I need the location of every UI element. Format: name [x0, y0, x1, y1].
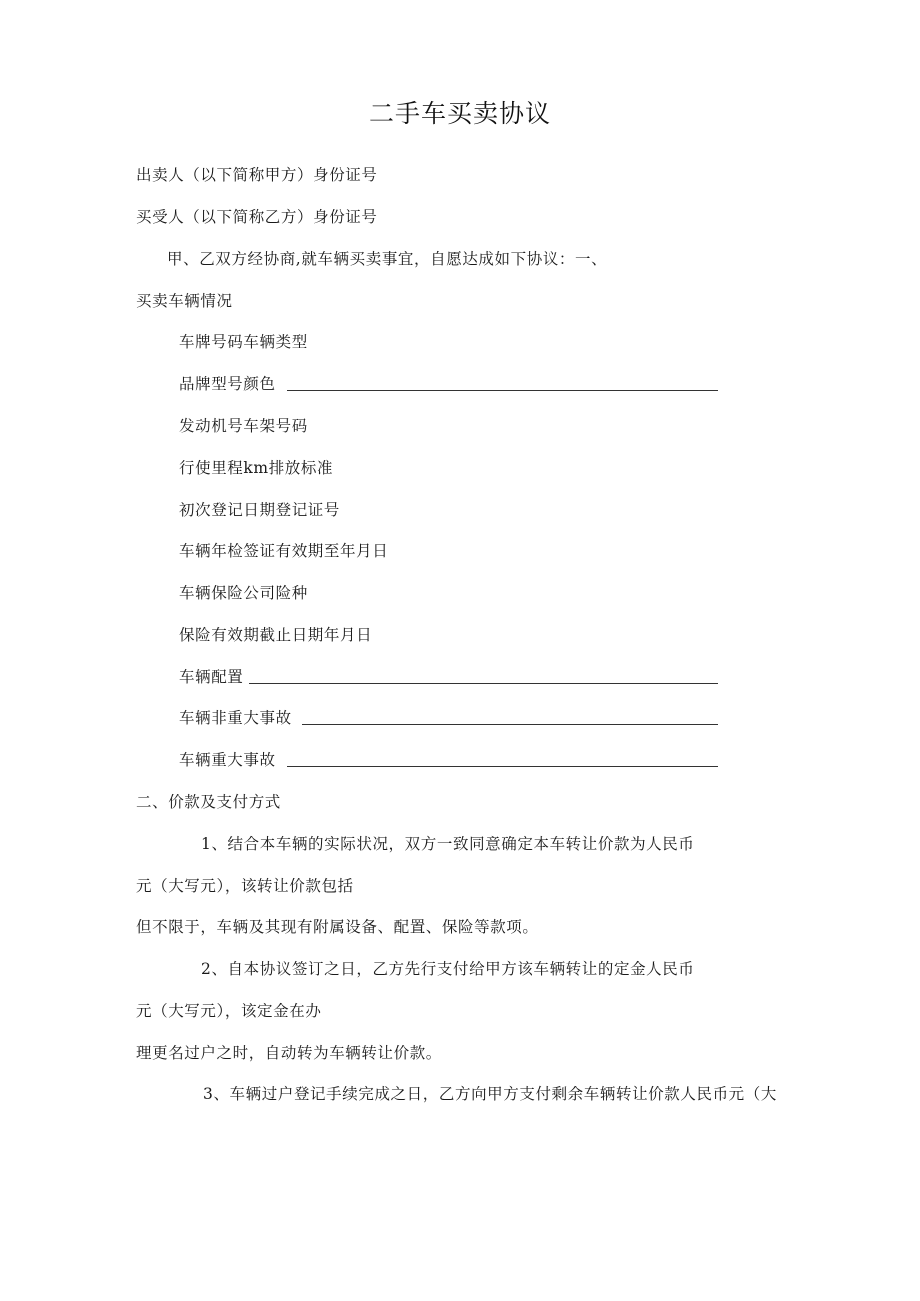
clause1-line3: 但不限于，车辆及其现有附属设备、配置、保险等款项。: [136, 918, 539, 936]
section2-title: 二、价款及支付方式: [136, 793, 281, 811]
minor-accident-underline: [302, 724, 718, 725]
field-engine-frame: 发动机号车架号码: [179, 417, 308, 435]
seller-line: 出卖人（以下简称甲方）身份证号: [136, 166, 378, 184]
section1-title: 买卖车辆情况: [136, 292, 233, 310]
field-insurance-expiry: 保险有效期截止日期年月日: [179, 626, 373, 644]
field-plate-type: 车牌号码车辆类型: [179, 333, 308, 351]
document-title: 二手车买卖协议: [368, 99, 551, 128]
field-brand-color: 品牌型号颜色: [179, 375, 276, 393]
field-major-accident: 车辆重大事故: [179, 751, 276, 769]
intro-line: 甲、乙双方经协商,就车辆买卖事宜，自愿达成如下协议：一、: [167, 250, 608, 268]
clause2-line2: 元（大写元），该定金在办: [136, 1002, 322, 1020]
field-configuration: 车辆配置: [179, 668, 244, 686]
field-minor-accident: 车辆非重大事故: [179, 709, 292, 727]
brand-color-underline: [287, 390, 718, 391]
field-inspection: 车辆年检签证有效期至年月日: [179, 542, 389, 560]
field-registration: 初次登记日期登记证号: [179, 501, 341, 519]
field-insurance-company: 车辆保险公司险种: [179, 584, 308, 602]
clause1-line1: 1、结合本车辆的实际状况，双方一致同意确定本车转让价款为人民币: [201, 835, 695, 853]
buyer-line: 买受人（以下简称乙方）身份证号: [136, 208, 378, 226]
clause3-line1: 3、车辆过户登记手续完成之日，乙方向甲方支付剩余车辆转让价款人民币元（大: [203, 1085, 777, 1103]
configuration-underline: [249, 683, 718, 684]
major-accident-underline: [287, 766, 718, 767]
clause2-line1: 2、自本协议签订之日，乙方先行支付给甲方该车辆转让的定金人民币: [201, 960, 695, 978]
clause1-line2: 元（大写元），该转让价款包括: [136, 877, 354, 895]
field-mileage-emission: 行使里程km排放标准: [179, 459, 334, 477]
clause2-line3: 理更名过户之时，自动转为车辆转让价款。: [136, 1044, 442, 1062]
